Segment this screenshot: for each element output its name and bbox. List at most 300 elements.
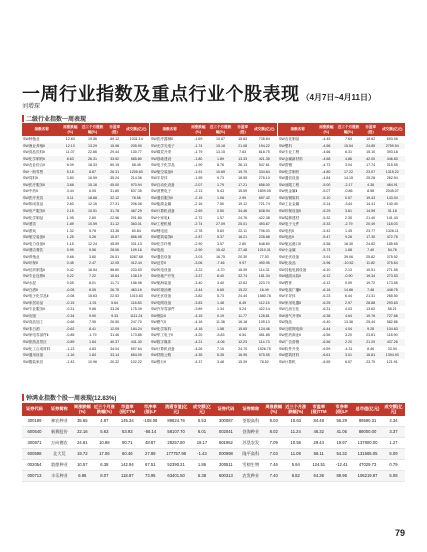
- index-name-cell: SW金属新材料: [278, 156, 317, 163]
- value-cell: 437.26: [380, 339, 405, 346]
- table-row: [22, 416, 405, 427]
- index-name-cell: SW种植业: [23, 137, 40, 141]
- value-cell: 3.40: [216, 281, 224, 286]
- value-cell: 490.95: [252, 260, 277, 267]
- value-cell: -1.95: [194, 176, 203, 181]
- header-week-change: 周涨跌幅(%): [72, 403, 93, 416]
- index-name-cell: SW普钢: [279, 163, 292, 168]
- value-cell: -4.80: [317, 169, 335, 176]
- value-cell: 60.46: [116, 449, 139, 460]
- value-cell: 5.09: [382, 449, 405, 460]
- value-cell: 84.48: [307, 416, 330, 427]
- index-name-cell: SW装修建材: [279, 215, 300, 220]
- industry-grid: [22, 123, 405, 365]
- value-cell: -10.52: [335, 260, 362, 267]
- value-cell: 23.81: [366, 333, 376, 338]
- value-cell: 6.95: [72, 471, 93, 482]
- index-name-cell: SW电子元件: [278, 221, 317, 228]
- index-name-cell: SW医药商业Ⅱ: [279, 333, 301, 338]
- header-turnover: 成交额(亿元): [124, 123, 149, 136]
- value-cell: -0.89: [61, 339, 79, 346]
- value-cell: 2.13: [344, 267, 352, 272]
- value-cell: 15.63: [87, 294, 97, 299]
- value-cell: 601952: [213, 438, 238, 449]
- value-cell: 9.28: [362, 326, 380, 333]
- value-cell: 1.58: [207, 326, 234, 333]
- value-cell: 145.34: [116, 416, 139, 427]
- value-cell: 422.38: [258, 215, 270, 220]
- index-name-cell: SW旅游及景区: [22, 339, 61, 346]
- value-cell: 6.65: [207, 287, 234, 294]
- value-cell: 2.80: [239, 241, 247, 246]
- value-cell: 9.97: [234, 260, 252, 267]
- value-cell: 25.82: [366, 254, 376, 259]
- value-cell: 600540: [22, 427, 47, 438]
- value-cell: 6.09: [66, 163, 74, 168]
- value-cell: 975.55: [252, 352, 277, 359]
- value-cell: 4.04: [335, 326, 362, 333]
- index-name-cell: SW工业金属: [279, 202, 300, 207]
- value-cell: 2.97: [335, 300, 362, 307]
- value-cell: 7.50: [216, 202, 224, 207]
- value-cell: 970.94: [124, 182, 149, 189]
- value-cell: 706.03: [258, 228, 270, 233]
- value-cell: 19.43: [362, 195, 380, 202]
- value-cell: 10.96: [87, 359, 97, 364]
- value-cell: 12.23: [234, 339, 252, 346]
- value-cell: -5.96: [317, 260, 335, 267]
- value-cell: -4.70: [216, 267, 225, 272]
- value-cell: 10.87: [215, 137, 225, 141]
- index-name-cell: SW专业连锁Ⅱ: [22, 273, 61, 280]
- value-cell: 114.73: [252, 339, 277, 346]
- value-cell: -6.12: [317, 273, 335, 280]
- value-cell: 448.75: [380, 287, 405, 294]
- value-cell: 42.00: [362, 156, 380, 163]
- header-turnover: 成交额(亿元): [380, 123, 405, 136]
- value-cell: -6.44: [317, 326, 335, 333]
- value-cell: 52390.21: [162, 460, 191, 471]
- value-cell: 18.55: [238, 176, 248, 181]
- value-cell: 23.75: [366, 359, 376, 364]
- value-cell: 24.76: [238, 215, 248, 220]
- value-cell: 19.12: [238, 202, 248, 207]
- value-cell: 5.63: [93, 427, 116, 438]
- value-cell: -108.08: [139, 416, 162, 427]
- title-block: [22, 80, 376, 106]
- value-cell: 464.91: [380, 182, 405, 189]
- index-name-cell: SW自动化设备: [150, 182, 189, 189]
- value-cell: -1.43: [190, 449, 213, 460]
- index-name-cell: SW渔业养殖Ⅱ: [22, 143, 61, 150]
- value-cell: -0.85: [66, 333, 75, 338]
- value-cell: 35.24: [110, 176, 120, 181]
- index-name-cell: SW石油石化: [279, 307, 300, 312]
- value-cell: 45.59: [110, 241, 120, 246]
- index-name-cell: SW化学纤维: [151, 241, 172, 246]
- industry-block: [22, 123, 149, 365]
- value-cell: 300189: [22, 416, 47, 427]
- value-cell: 493.67: [252, 221, 277, 228]
- value-cell: 276.10: [258, 176, 270, 181]
- value-cell: 33.52: [106, 156, 124, 163]
- value-cell: 24.82: [366, 241, 376, 246]
- value-cell: 22.53: [110, 294, 120, 299]
- index-name-cell: SW化工合成材料: [23, 346, 51, 351]
- value-cell: 78.52: [259, 359, 269, 364]
- value-cell: -6.10: [322, 267, 331, 272]
- index-name-cell: SW电力设备Ⅱ: [23, 241, 45, 246]
- value-cell: 7.09: [263, 438, 284, 449]
- index-name-cell: SW中药Ⅱ: [23, 189, 38, 194]
- value-cell: -5.10: [317, 195, 335, 202]
- index-name-cell: SW休闲食品: [23, 202, 44, 207]
- value-cell: 600313: [213, 471, 238, 482]
- page-title: 一周行业指数及重点行业个股表现: [22, 84, 300, 105]
- index-name-cell: SW房产服务Ⅱ: [22, 208, 61, 215]
- value-cell: -6.31: [322, 307, 331, 312]
- value-cell: 3.37: [382, 427, 405, 438]
- value-cell: 104.63: [380, 326, 405, 333]
- value-cell: -1.43: [66, 359, 75, 364]
- value-cell: 15.54: [335, 143, 362, 150]
- value-cell: -4.16: [194, 320, 203, 325]
- value-cell: 19.56: [87, 137, 97, 141]
- value-cell: -4.26: [194, 346, 203, 351]
- value-cell: 29.44: [110, 150, 120, 155]
- header-3m-change: 近三个月涨跌幅(%): [207, 123, 234, 136]
- value-cell: -0.86: [344, 189, 353, 194]
- header-index-name: 指数名称: [278, 123, 317, 136]
- index-name-cell: SW光伏设备: [279, 254, 300, 259]
- index-name-cell: SW锂电池: [151, 228, 168, 233]
- value-cell: 735.84: [258, 137, 270, 141]
- value-cell: 173.85: [130, 333, 142, 338]
- value-cell: 547.61: [258, 163, 270, 168]
- header-total-cap: 总市值(亿元): [353, 403, 382, 416]
- value-cell: -4.31: [344, 346, 353, 351]
- value-cell: 8.58: [367, 189, 375, 194]
- value-cell: 15.42: [207, 247, 234, 254]
- value-cell: 24.44: [238, 294, 248, 299]
- value-cell: -0.31: [66, 307, 75, 312]
- index-name-cell: SW消费电子: [151, 189, 172, 194]
- value-cell: 1010.31: [252, 247, 277, 254]
- header-week-change: 周涨跌幅(%): [263, 403, 284, 416]
- value-cell: 273.53: [380, 273, 405, 280]
- value-cell: 1.64: [79, 339, 106, 346]
- index-name-cell: SW房地产开发: [150, 273, 189, 280]
- value-cell: 67.51: [139, 460, 162, 471]
- value-cell: -4.20: [194, 333, 203, 338]
- value-cell: 21.08: [234, 143, 252, 150]
- value-cell: 33.26: [110, 307, 120, 312]
- value-cell: 17.21: [234, 182, 252, 189]
- value-cell: 2.47: [79, 260, 106, 267]
- value-cell: 48.87: [139, 438, 162, 449]
- value-cell: 8.63: [61, 156, 79, 163]
- value-cell: 1.57: [216, 215, 224, 220]
- value-cell: -5.32: [322, 215, 331, 220]
- value-cell: -6.38: [317, 313, 335, 320]
- value-cell: 19.97: [330, 438, 353, 449]
- value-cell: 856.95: [124, 234, 149, 241]
- table-header-row: [150, 123, 277, 136]
- value-cell: 23.07: [362, 169, 380, 176]
- value-cell: 2.15: [61, 208, 79, 215]
- value-cell: 53.93: [116, 427, 139, 438]
- value-cell: 26.31: [106, 169, 124, 176]
- value-cell: 25.28: [366, 176, 376, 181]
- value-cell: 16.54: [87, 267, 97, 272]
- table-header-row: [278, 123, 405, 136]
- value-cell: 89.12: [110, 137, 120, 141]
- value-cell: 58.45: [131, 163, 141, 168]
- value-cell: 235.88: [252, 234, 277, 241]
- value-cell: 2.35: [344, 215, 352, 220]
- value-cell: 40.37: [106, 339, 124, 346]
- value-cell: 27.48: [234, 247, 252, 254]
- value-cell: 16.62: [366, 137, 376, 141]
- value-cell: 300087: [213, 416, 238, 427]
- value-cell: 19.76: [362, 313, 380, 320]
- value-cell: 300511: [213, 460, 238, 471]
- index-name-cell: SW光伏设备: [151, 294, 172, 299]
- value-cell: 21.20: [362, 339, 380, 346]
- value-cell: 41.06: [330, 427, 353, 438]
- value-cell: 1326.11: [385, 228, 399, 233]
- value-cell: -6.65: [322, 359, 331, 364]
- value-cell: 9.56: [79, 247, 106, 254]
- value-cell: -0.08: [66, 294, 75, 299]
- value-cell: 17.74: [366, 163, 376, 168]
- value-cell: 141.43: [386, 215, 398, 220]
- index-name-cell: SW冶钢原料: [278, 195, 317, 202]
- value-cell: 2.60: [66, 202, 74, 207]
- value-cell: 291.80: [130, 215, 142, 220]
- value-cell: 5.78: [88, 228, 96, 233]
- value-cell: 130.77: [130, 150, 142, 155]
- value-cell: -4.68: [317, 156, 335, 163]
- value-cell: 11.77: [234, 313, 252, 320]
- value-cell: 5.43: [216, 189, 224, 194]
- value-cell: 6.05: [88, 189, 96, 194]
- value-cell: 34.46: [234, 208, 252, 215]
- table-row: [22, 471, 405, 482]
- value-cell: -5.00: [317, 182, 335, 189]
- value-cell: -0.34: [61, 313, 79, 320]
- index-name-cell: SW风电设备: [151, 267, 172, 272]
- value-cell: 47029.73: [353, 460, 382, 471]
- value-cell: 22.86: [87, 150, 97, 155]
- value-cell: 10.57: [72, 460, 93, 471]
- index-name-cell: SW煤炭开采: [151, 150, 172, 155]
- value-cell: 73.95: [139, 471, 162, 482]
- index-name-cell: SW电网设备: [150, 300, 189, 307]
- table-row: [22, 460, 405, 471]
- value-cell: 11.07: [65, 150, 75, 155]
- value-cell: -2.17: [335, 182, 362, 189]
- value-cell: 7.95: [88, 320, 96, 325]
- value-cell: 77.53: [259, 254, 269, 259]
- value-cell: 10.63: [284, 416, 307, 427]
- value-cell: 206.08: [130, 202, 142, 207]
- value-cell: -4.37: [194, 359, 203, 364]
- value-cell: 247.70: [130, 320, 142, 325]
- value-cell: 54.32: [330, 449, 353, 460]
- value-cell: 3.80: [88, 254, 96, 259]
- value-cell: 45.00: [106, 182, 124, 189]
- value-cell: 0.26: [79, 234, 106, 241]
- value-cell: 1.48: [207, 300, 234, 307]
- value-cell: 1.68: [335, 247, 362, 254]
- value-cell: 58107.70: [162, 427, 191, 438]
- value-cell: 3.61: [335, 208, 362, 215]
- header-turnover: 成交额(亿元): [190, 403, 213, 416]
- value-cell: 181.34: [252, 273, 277, 280]
- value-cell: 0.45: [61, 260, 79, 267]
- value-cell: -1.91: [79, 300, 106, 307]
- value-cell: 185.65: [386, 241, 398, 246]
- table-row: [278, 359, 405, 366]
- value-cell: -5.07: [322, 189, 331, 194]
- value-cell: 16.18: [238, 320, 248, 325]
- value-cell: 32.74: [234, 273, 252, 280]
- value-cell: -2.15: [189, 195, 207, 202]
- index-name-cell: SW非白酒: [22, 326, 61, 333]
- table-row: [22, 427, 405, 438]
- value-cell: 648.80: [258, 241, 270, 246]
- value-cell: 2.20: [335, 339, 362, 346]
- value-cell: 1809.05: [257, 189, 271, 194]
- value-cell: 5.73: [216, 294, 224, 299]
- header-name: 证券简称: [47, 403, 72, 416]
- header-code: 证券代码: [22, 403, 47, 416]
- index-name-cell: SW医疗美容: [22, 195, 61, 202]
- value-cell: -2.90: [194, 241, 203, 246]
- value-cell: 54.76: [380, 247, 405, 254]
- value-cell: 15.98: [106, 143, 124, 150]
- value-cell: 29.44: [307, 438, 330, 449]
- value-cell: 31.46: [110, 333, 120, 338]
- value-cell: 1526.75: [257, 346, 271, 351]
- value-cell: -1.69: [194, 137, 203, 141]
- section-industry-title: 二级行业指数一周表现: [26, 117, 87, 123]
- value-cell: 64.36: [307, 471, 330, 482]
- value-cell: 33.38: [110, 228, 120, 233]
- value-cell: 721.74: [258, 202, 270, 207]
- stock-name-cell: 神农种业: [47, 416, 72, 427]
- value-cell: 31.78: [106, 208, 124, 215]
- value-cell: 8.46: [367, 346, 375, 351]
- value-cell: -1.90: [194, 163, 203, 168]
- value-cell: 7.22: [79, 273, 106, 280]
- value-cell: 1.15: [66, 241, 74, 246]
- value-cell: 10.59: [79, 221, 106, 228]
- index-name-cell: SW油气开采Ⅱ: [278, 313, 317, 320]
- value-cell: 22.96: [110, 215, 120, 220]
- value-cell: 20.32: [110, 359, 120, 364]
- value-cell: 46.32: [307, 427, 330, 438]
- value-cell: -3.83: [189, 300, 207, 307]
- value-cell: -5.58: [322, 241, 331, 246]
- value-cell: -3.06: [189, 260, 207, 267]
- value-cell: 28257.80: [162, 438, 191, 449]
- value-cell: 9.03: [263, 416, 284, 427]
- value-cell: 18.68: [79, 195, 106, 202]
- value-cell: 16.30: [343, 241, 353, 246]
- index-name-cell: SW电视广播Ⅱ: [278, 287, 317, 294]
- value-cell: 6.82: [284, 471, 307, 482]
- value-cell: 1.79: [207, 182, 234, 189]
- index-name-cell: SW计算机设备: [150, 208, 189, 215]
- value-cell: 12.16: [87, 202, 97, 207]
- value-cell: 9.90: [79, 313, 106, 320]
- value-cell: 3.01: [335, 352, 362, 359]
- value-cell: 15.16: [79, 182, 106, 189]
- value-cell: 105.13: [258, 320, 270, 325]
- section-marker: [22, 115, 24, 122]
- value-cell: 27.31: [110, 202, 120, 207]
- stock-name-cell: 新赛股份: [47, 427, 72, 438]
- value-cell: 9.26: [335, 234, 362, 241]
- value-cell: 8.76: [216, 163, 224, 168]
- value-cell: 1111.24: [124, 313, 149, 320]
- value-cell: 600598: [22, 449, 47, 460]
- section-industry-heading: [22, 114, 86, 123]
- value-cell: -3.61: [344, 202, 353, 207]
- header-week-change: 周涨跌幅(%): [317, 123, 335, 136]
- value-cell: 124.46: [252, 326, 277, 333]
- value-cell: 7.40: [362, 247, 380, 254]
- value-cell: 15.64: [106, 273, 124, 280]
- index-name-cell: SW建筑装饰Ⅱ: [150, 234, 189, 241]
- header-week-change: 周涨跌幅(%): [189, 123, 207, 136]
- stock-name-cell: 雪榕生物: [238, 460, 263, 471]
- value-cell: 582.86: [386, 320, 398, 325]
- value-cell: 8.40: [207, 273, 234, 280]
- index-name-cell: SW服装家纺: [23, 359, 44, 364]
- value-cell: 1.89: [61, 221, 79, 228]
- value-cell: -2.69: [189, 208, 207, 215]
- value-cell: -3.44: [189, 287, 207, 294]
- index-name-cell: SW专业服务Ⅱ: [23, 307, 45, 312]
- index-name-cell: SW家用电器Ⅱ: [278, 300, 317, 307]
- value-cell: -4.45: [322, 137, 331, 141]
- value-cell: 15.22: [234, 287, 252, 294]
- index-name-cell: SW纺织制造Ⅱ: [23, 267, 45, 272]
- value-cell: 697.64: [130, 346, 142, 351]
- value-cell: 60.84: [131, 228, 141, 233]
- value-cell: 5.37: [207, 234, 234, 241]
- value-cell: 393.18: [386, 150, 398, 155]
- index-name-cell: SW基础建设: [150, 156, 189, 163]
- value-cell: 1.06: [207, 195, 234, 202]
- value-cell: 26.50: [110, 320, 120, 325]
- index-name-cell: SW水泥: [23, 281, 36, 286]
- value-cell: 3.11: [61, 195, 79, 202]
- value-cell: 1.95: [66, 215, 74, 220]
- index-name-cell: SW航运港口Ⅱ: [279, 241, 301, 246]
- value-cell: 15.10: [366, 150, 376, 155]
- index-name-cell: SW小金属: [278, 247, 317, 254]
- value-cell: 31.80: [110, 189, 120, 194]
- value-cell: 472.76: [380, 234, 405, 241]
- index-name-cell: SW油服工程: [278, 182, 317, 189]
- index-name-cell: SW通信服务Ⅱ: [150, 195, 189, 202]
- value-cell: 28.06: [106, 247, 124, 254]
- value-cell: 271.55: [386, 267, 398, 272]
